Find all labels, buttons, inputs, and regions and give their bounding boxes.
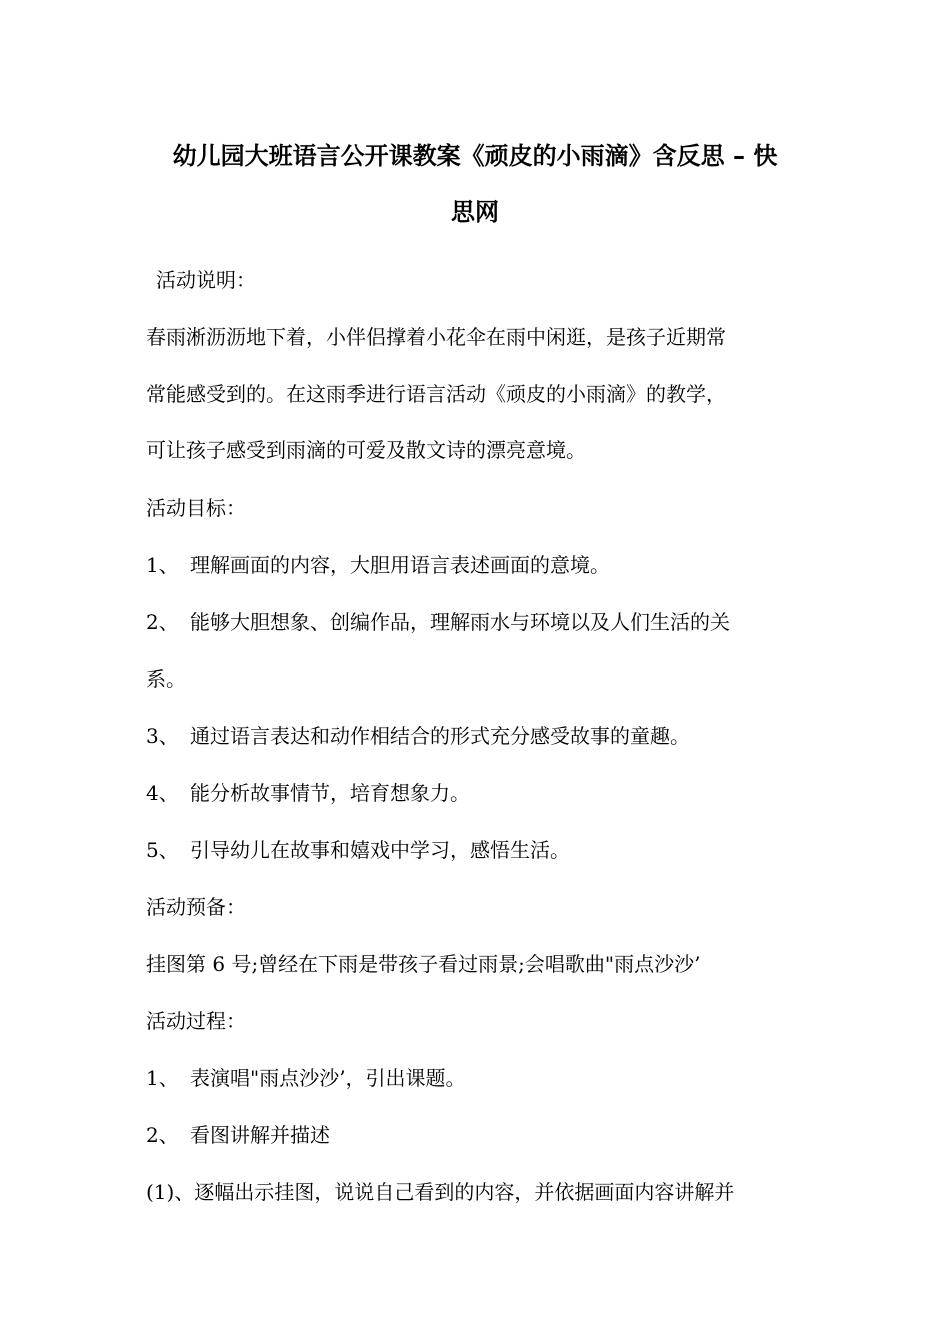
list-item-text: 看图讲解并描述 [190,1123,330,1147]
list-item-text: 理解画面的内容，大胆用语言表述画面的意境。 [190,553,610,577]
list-item-text: 能够大胆想象、创编作品，理解雨水与环境以及人们生活的关 [190,610,730,634]
preparation-text: 挂图第 6 号;曾经在下雨是带孩子看过雨景;会唱歌曲"雨点沙沙’ [146,952,701,976]
list-item-number: 2、 [146,610,179,634]
list-item-text: 表演唱"雨点沙沙’，引出课题。 [190,1066,466,1090]
list-item-continuation: 系。 [146,667,186,691]
section-heading-description: 活动说明： [156,268,256,292]
list-item [146,1121,330,1149]
paragraph-line: 常能感受到的。在这雨季进行语言活动《顽皮的小雨滴》的教学， [146,382,726,406]
list-item-number: 3、 [146,724,179,748]
section-heading-process: 活动过程： [146,1009,246,1033]
paragraph-line: 春雨淅沥沥地下着，小伴侣撑着小花伞在雨中闲逛，是孩子近期常 [146,325,726,349]
list-item-number: 1、 [146,553,179,577]
sub-list-item: (1)、逐幅出示挂图，说说自己看到的内容，并依据画面内容讲解并 [146,1180,735,1204]
list-item-text: 通过语言表达和动作相结合的形式充分感受故事的童趣。 [190,724,690,748]
list-item-text: 能分析故事情节，培育想象力。 [190,781,470,805]
document-title-line-1: 幼儿园大班语言公开课教案《顽皮的小雨滴》含反思 – 快 [172,142,778,170]
section-heading-preparation: 活动预备： [146,895,246,919]
list-item [146,779,470,807]
section-heading-goals: 活动目标： [146,496,246,520]
list-item-text: 引导幼儿在故事和嬉戏中学习，感悟生活。 [190,838,570,862]
list-item-number: 1、 [146,1066,179,1090]
list-item [146,551,610,579]
list-item [146,1064,466,1092]
list-item [146,608,730,636]
paragraph-line: 可让孩子感受到雨滴的可爱及散文诗的漂亮意境。 [146,438,586,462]
document-title-line-2: 思网 [451,198,499,226]
list-item [146,836,570,864]
list-item-number: 5、 [146,838,179,862]
list-item-number: 4、 [146,781,179,805]
list-item [146,722,690,750]
list-item-number: 2、 [146,1123,179,1147]
